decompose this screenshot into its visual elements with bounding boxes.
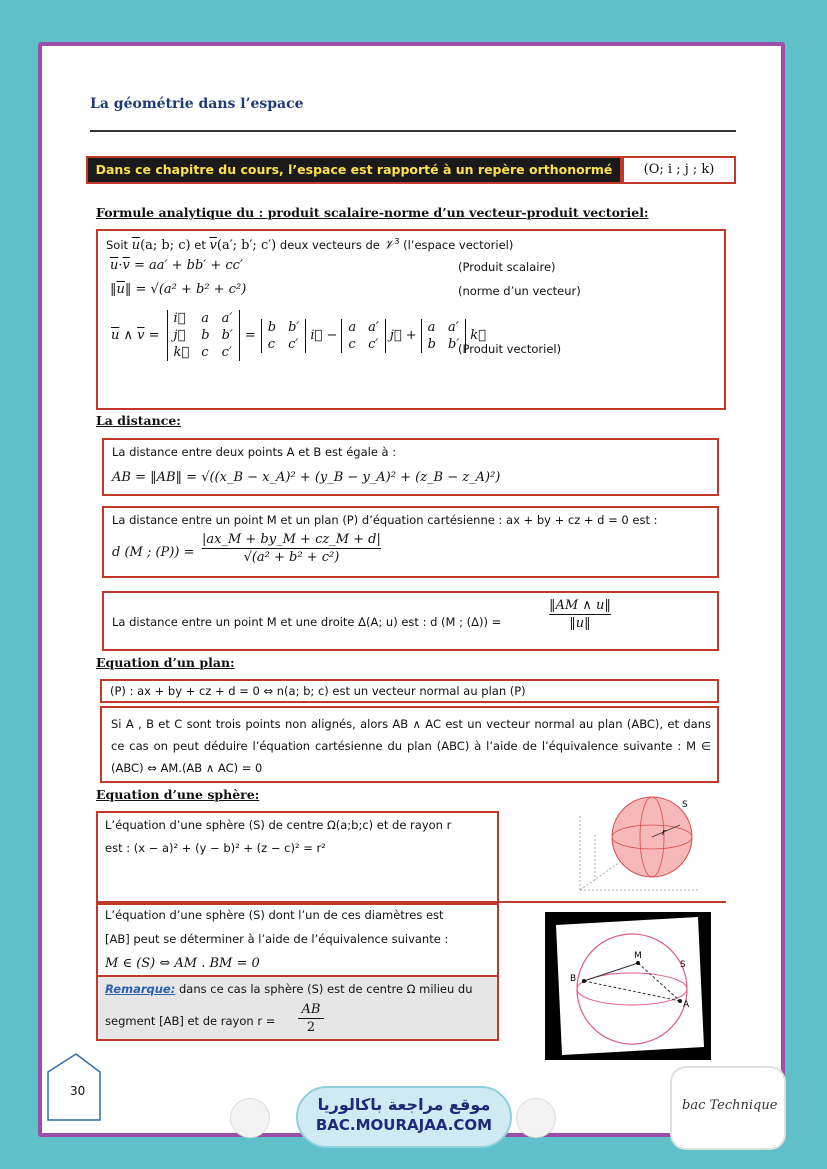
fraction-numerator: ‖AM ∧ u‖ [549,598,611,613]
sphere-diameter-line1: L’équation d’une sphère (S) dont l’un de ces diamètres est [105,908,444,922]
sphere-remark-box [96,975,499,1041]
dot-product-label: (Produit scalaire) [458,260,556,274]
page-title: La géométrie dans l’espace [90,96,304,112]
sphere-equation-line2: est : (x − a)² + (y − b)² + (z − c)² = r² [105,841,326,855]
distance-point-line-box [102,591,719,651]
plane-equation-box [100,679,719,703]
distance-point-plane-lhs: d (M ; (P)) = [112,545,195,560]
diameter-figure [548,915,708,1057]
section-heading-distance: La distance: [96,413,181,428]
sphere-equation-box [96,811,499,903]
distance-point-plane-box [102,506,719,578]
page-number: 30 [70,1084,86,1098]
sphere-figure [570,795,710,895]
title-divider [90,130,736,132]
distance-two-points-text: La distance entre deux points A et B est égale à : [112,445,397,459]
cross-product-label: (Produit vectoriel) [458,342,562,356]
site-url: BAC.MOURAJAA.COM [315,1116,493,1134]
sphere-remark-line1: Remarque: dans ce cas la sphère (S) est de centre Ω milieu du [105,982,473,996]
sphere-diameter-line3: M ∈ (S) ⇔ AM . BM = 0 [105,956,260,971]
distance-two-points-box [102,438,719,496]
distance-two-points-formula: AB = ‖AB‖ = √((x_B − x_A)² + (y_B − y_A)² + (z_B − z_A)²) [112,470,501,485]
sphere-label-s: S [680,960,686,970]
brand-text: bac Technique [682,1098,778,1113]
sphere-divider [499,901,726,903]
site-arabic-name: موقع مراجعة باكالوريا [317,1095,491,1114]
section-heading-formulas: Formule analytique du : produit scalaire-norme d’un vecteur-produit vectoriel: [96,205,649,220]
cross-product-formula: $\overline{u}$ ∧ $\overline{v}$ = i⃗ a a′ j⃗ b b′ k⃗ c c′ = b b′ c c′ i⃗ − a a′ c c′ j⃗ + a a′ b b′ k⃗ [111,311,486,360]
plane-equation-line: (P) : ax + by + cz + d = 0 ⇔ n(a; b; c) est un vecteur normal au plan (P) [110,684,526,698]
fraction-numerator: AB [301,1002,321,1017]
sphere-diameter-box [96,903,499,977]
radius-fraction [298,1002,324,1035]
sphere-diameter-line2: [AB] peut se déterminer à l’aide de l’équivalence suivante : [105,932,449,946]
sphere-equation-line1: L’équation d’une sphère (S) de centre Ω(a;b;c) et de rayon r [105,818,452,832]
formulas-box [96,229,726,410]
brand-stamp [672,1068,784,1148]
intro-banner: Dans ce chapitre du cours, l’espace est rapporté à un repère orthonormé [86,156,622,184]
vectors-intro: Soit $\overline{u}(a$; b; c) et $\overline{v}(a'$; b′; c′) deux vecteurs de 𝒱$^3$ (l’espace vectoriel) [106,237,514,253]
norm-formula: $‖\overline{u}‖ = √(a^2 + b^2 + c^2)$ [110,282,247,297]
site-badge[interactable] [296,1086,512,1148]
distance-point-plane-fraction [202,532,381,565]
site-logo-right [516,1098,556,1138]
sphere-remark-line2: segment [AB] et de rayon r = [105,1014,276,1028]
frame-notation: (O; i ; j ; k) [622,156,736,184]
sphere-label-s: S [682,800,688,810]
remark-label: Remarque: [105,982,176,996]
radius-label: r [662,828,666,838]
section-heading-sphere: Equation d’une sphère: [96,787,260,802]
norm-label: (norme d’un vecteur) [458,284,581,298]
fraction-denominator: ‖u‖ [569,616,591,631]
site-logo-left [230,1098,270,1138]
fraction-denominator: √(a² + b² + c²) [243,550,340,565]
plane-normal-text: Si A , B et C sont trois points non alignés, alors AB ∧ AC est un vecteur normal au plan (ABC), et dans ce cas on peut déduire l’équation cartésienne du plan (ABC) à l’aide de l’équivalence suivante : M ∈ (ABC) ⇔ AM.(AB ∧ AC) = 0 [111,717,711,775]
plane-normal-box [100,706,719,783]
fraction-numerator: |ax_M + by_M + cz_M + d| [202,532,381,547]
distance-point-line-fraction [549,598,611,631]
dot-product-formula: $\overline{u}\cdot\overline{v} = aa' + bb' + cc'$ [110,258,243,273]
section-heading-plane: Equation d’un plan: [96,655,235,670]
point-b-label: B [570,974,577,984]
distance-point-line-text: La distance entre un point M et une droite Δ(A; u) est : d (M ; (Δ)) = [112,615,502,629]
fraction-denominator: 2 [306,1020,316,1035]
point-m-label: M [634,951,642,961]
distance-point-plane-text: La distance entre un point M et un plan (P) d’équation cartésienne : ax + by + cz + d = 0 est : [112,513,658,527]
point-a-label: A [683,1000,690,1010]
